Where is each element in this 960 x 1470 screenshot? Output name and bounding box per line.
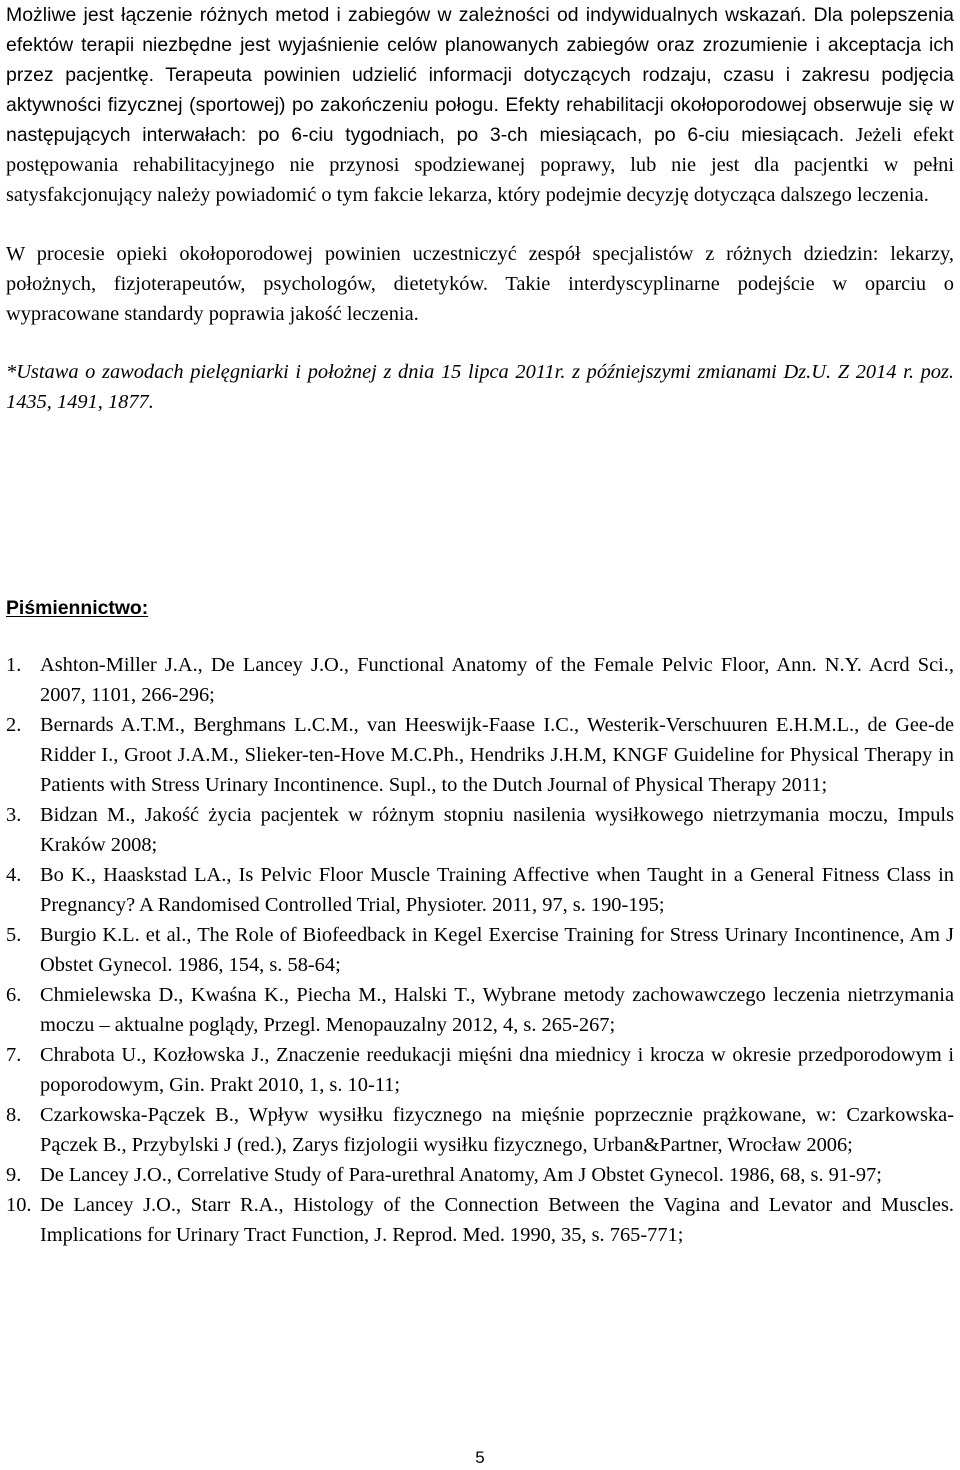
reference-text: De Lancey J.O., Starr R.A., Histology of the Connection Between the Vagina and Levator and Muscles. Implications for Urinary Tract Function, J. Reprod. Med. 1990, 35, s. 765-771; [40, 1194, 954, 1246]
reference-item [6, 1160, 954, 1190]
body-paragraph-2: W procesie opieki okołoporodowej powinien uczestniczyć zespół specjalistów z różnych dziedzin: lekarzy, położnych, fizjoterapeutów, psychologów, dietetyków. Takie interdyscyplinarne podejście w oparciu o wypracowane standardy poprawia jakość leczenia. [6, 243, 954, 325]
body-paragraph-1 [6, 0, 954, 210]
reference-number: 1. [6, 654, 22, 676]
reference-number: 9. [6, 1164, 22, 1186]
body-paragraph-1-sans: Możliwe jest łączenie różnych metod i zabiegów w zależności od indywidualnych wskazań. Dla polepszenia efektów terapii niezbędne jest wyjaśnienie celów planowanych zabiegów oraz zrozumienie i akceptacja ich przez pacjentkę. Terapeuta powinien udzielić informacji dotyczących rodzaju, czasu i zakresu podjęcia aktywności fizycznej (sportowej) po zakończeniu połogu. Efekty rehabilitacji okołoporodowej obserwuje się w następujących interwałach: po 6-ciu tygodniach, po 3-ch miesiącach, po 6-ciu miesiącach. [6, 4, 954, 146]
reference-number: 8. [6, 1104, 22, 1126]
reference-text: Bidzan M., Jakość życia pacjentek w różnym stopniu nasilenia wysiłkowego nietrzymania moczu, Impuls Kraków 2008; [40, 804, 954, 856]
reference-text: Czarkowska-Pączek B., Wpływ wysiłku fizycznego na mięśnie poprzecznie prążkowane, w: Czarkowska-Pączek B., Przybylski J (red.), Zarys fizjologii wysiłku fizycznego, Urban&Partner, Wrocław 2006; [40, 1104, 954, 1156]
reference-text: Chmielewska D., Kwaśna K., Piecha M., Halski T., Wybrane metody zachowawczego leczenia nietrzymania moczu – aktualne poglądy, Przegl. Menopauzalny 2012, 4, s. 265-267; [40, 984, 954, 1036]
reference-item [6, 980, 954, 1040]
reference-text: Chrabota U., Kozłowska J., Znaczenie reedukacji mięśni dna miednicy i krocza w okresie przedporodowym i poporodowym, Gin. Prakt 2010, 1, s. 10-11; [40, 1044, 954, 1096]
reference-item [6, 800, 954, 860]
reference-number: 6. [6, 984, 22, 1006]
reference-text: Burgio K.L. et al., The Role of Biofeedback in Kegel Exercise Training for Stress Urinary Incontinence, Am J Obstet Gynecol. 1986, 154, s. 58-64; [40, 924, 954, 976]
reference-item [6, 860, 954, 920]
reference-item [6, 1040, 954, 1100]
page-number: 5 [475, 1448, 485, 1467]
reference-number: 2. [6, 714, 22, 736]
reference-text: Bernards A.T.M., Berghmans L.C.M., van Heeswijk-Faase I.C., Westerik-Verschuuren E.H.M.L., de Gee-de Ridder I., Groot J.A.M., Slieker-ten-Hove M.C.Ph., Hendriks J.H.M, KNGF Guideline for Physical Therapy in Patients with Stress Urinary Incontinence. Supl., to the Dutch Journal of Physical Therapy 2011; [40, 714, 954, 796]
bibliography-heading: Piśmiennictwo: [6, 597, 149, 619]
reference-number: 3. [6, 804, 22, 826]
reference-text: De Lancey J.O., Correlative Study of Para-urethral Anatomy, Am J Obstet Gynecol. 1986, 68, s. 91-97; [40, 1164, 882, 1186]
reference-item [6, 1100, 954, 1160]
reference-item [6, 1190, 954, 1250]
reference-number: 4. [6, 864, 22, 886]
reference-number: 7. [6, 1044, 22, 1066]
body-paragraph-1-serif: Jeżeli efekt postępowania rehabilitacyjnego nie przynosi spodziewanej poprawy, lub nie jest dla pacjentki w pełni satysfakcjonujący należy powiadomić o tym fakcie lekarza, który podejmie decyzję dotycząca dalszego leczenia. [6, 124, 954, 206]
reference-text: Bo K., Haaskstad LA., Is Pelvic Floor Muscle Training Affective when Taught in a General Fitness Class in Pregnancy? A Randomised Controlled Trial, Physioter. 2011, 97, s. 190-195; [40, 864, 954, 916]
document-page [6, 0, 954, 1246]
reference-item [6, 920, 954, 980]
reference-list [6, 650, 954, 1250]
reference-item [6, 710, 954, 800]
legal-footnote: *Ustawa o zawodach pielęgniarki i położnej z dnia 15 lipca 2011r. z późniejszymi zmianami Dz.U. Z 2014 r. poz. 1435, 1491, 1877. [6, 361, 954, 413]
reference-number: 5. [6, 924, 22, 946]
reference-item [6, 650, 954, 710]
reference-text: Ashton-Miller J.A., De Lancey J.O., Functional Anatomy of the Female Pelvic Floor, Ann. N.Y. Acrd Sci., 2007, 1101, 266-296; [40, 654, 954, 706]
reference-number: 10. [6, 1194, 32, 1216]
